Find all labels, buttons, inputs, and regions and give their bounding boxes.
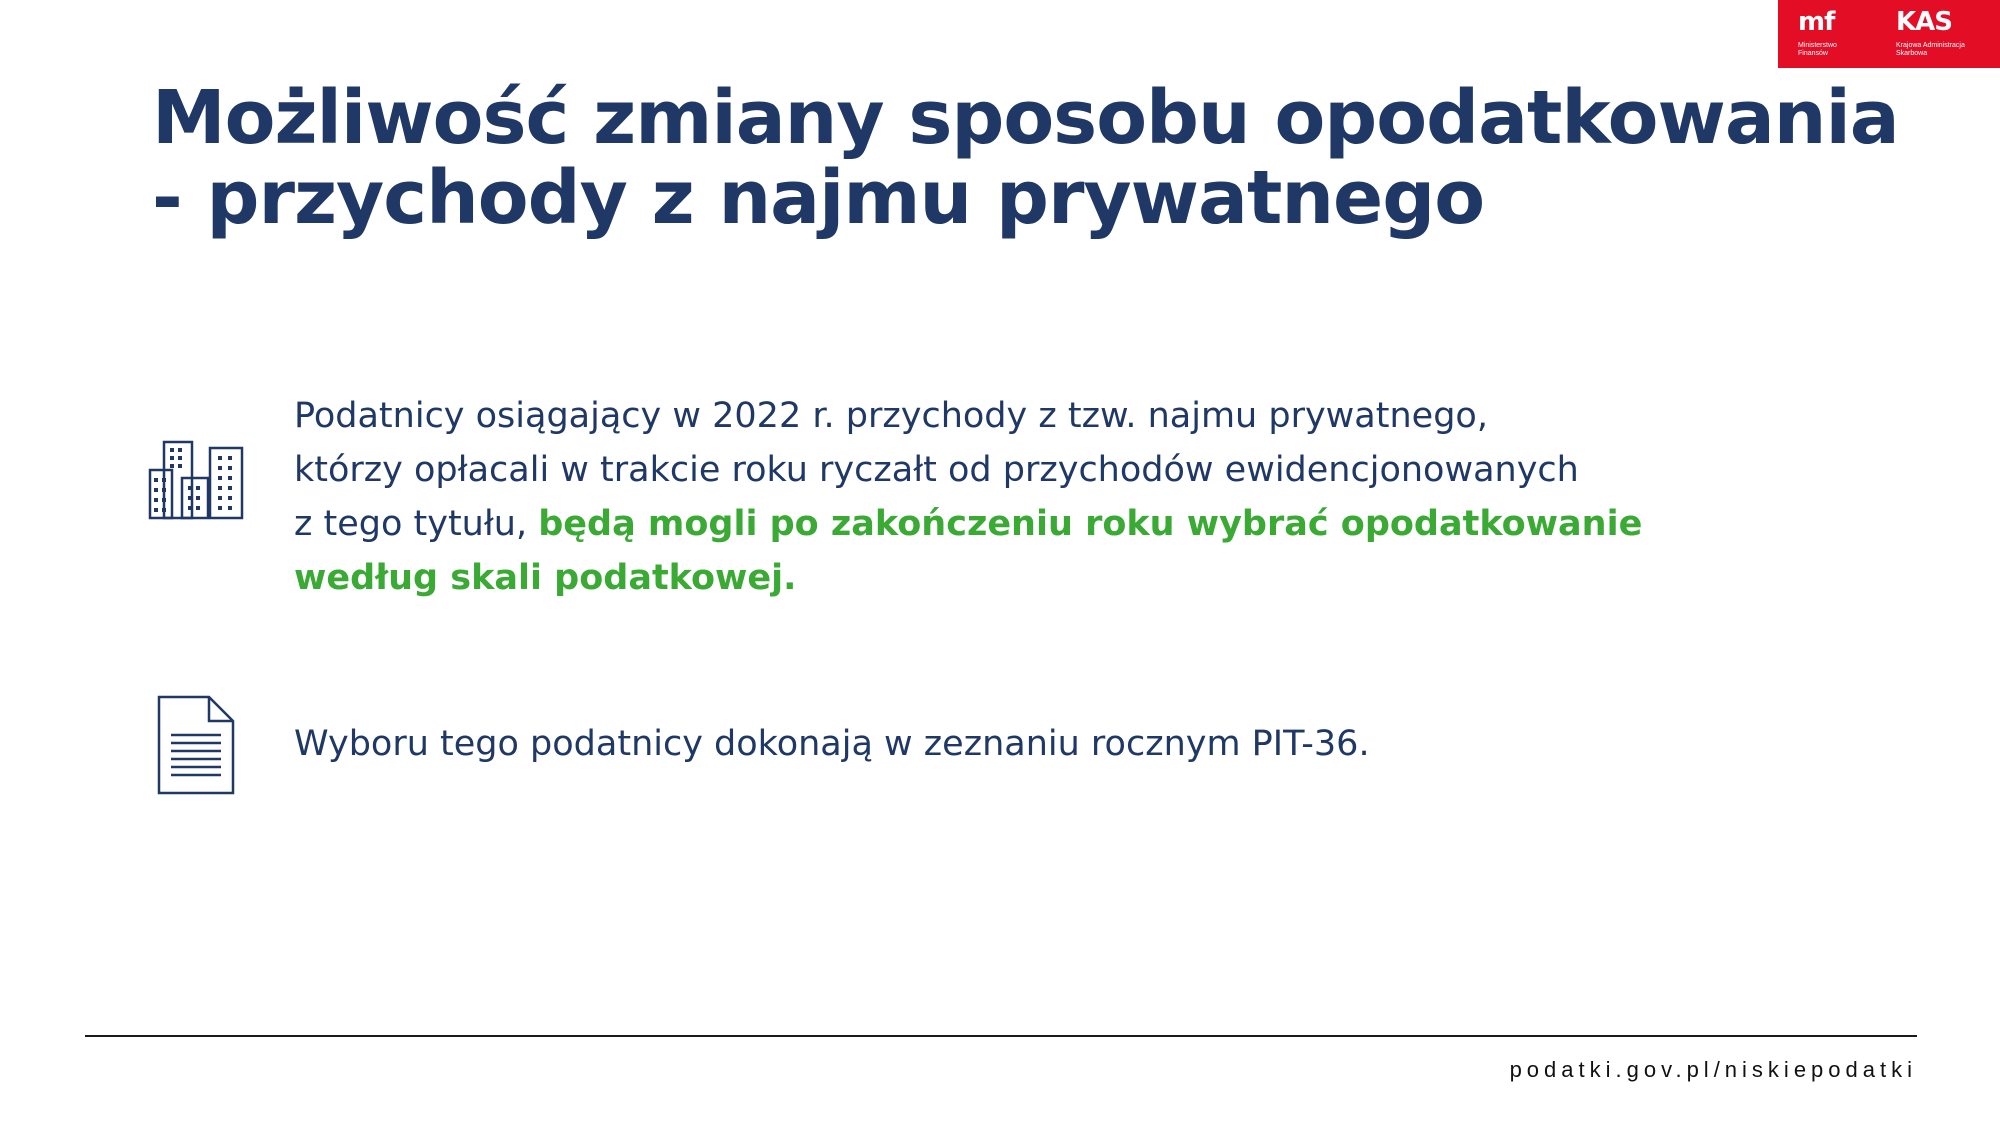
paragraph-line-3-plain: z tego tytułu, (294, 504, 539, 544)
pit36-text: Wyboru tego podatnicy dokonają w zeznaniu rocznym PIT-36. (294, 724, 1370, 764)
kas-logo (1896, 8, 1996, 58)
paragraph-line-1: Podatnicy osiągający w 2022 r. przychody z tzw. najmu prywatnego, (294, 396, 1488, 436)
rental-income-paragraph (294, 389, 1643, 605)
kas-logo-mark: KAS (1896, 7, 1952, 37)
footer-url[interactable]: podatki.gov.pl/niskiepodatki (1509, 1057, 1917, 1082)
mf-logo-text-line-1: Ministerstwo (1798, 42, 1837, 49)
mf-logo-text (1798, 42, 1898, 58)
footer-divider (85, 1035, 1917, 1037)
paragraph-line-2: którzy opłacali w trakcie roku ryczałt od przychodów ewidencjonowanych (294, 450, 1579, 490)
slide-title-line-1: Możliwość zmiany sposobu opodatkowania (152, 75, 1899, 161)
slide-title-line-2: - przychody z najmu prywatnego (152, 155, 1485, 241)
kas-logo-text-line-1: Krajowa Administracja (1896, 42, 1965, 49)
pit36-paragraph (294, 717, 1634, 771)
kas-logo-text-line-2: Skarbowa (1896, 50, 1928, 57)
buildings-icon (148, 440, 244, 520)
ministry-logo-banner (1778, 0, 2000, 68)
slide-title (152, 75, 1899, 241)
mf-logo (1798, 8, 1898, 58)
paragraph-line-3-highlight: będą mogli po zakończeniu roku wybrać opodatkowanie (538, 504, 1643, 544)
kas-logo-text (1896, 42, 1996, 58)
paragraph-line-3 (294, 497, 1643, 551)
document-icon (157, 695, 235, 795)
mf-logo-text-line-2: Finansów (1798, 50, 1828, 57)
mf-logo-mark: mf (1798, 7, 1835, 37)
paragraph-line-4-highlight: według skali podatkowej. (294, 558, 797, 598)
